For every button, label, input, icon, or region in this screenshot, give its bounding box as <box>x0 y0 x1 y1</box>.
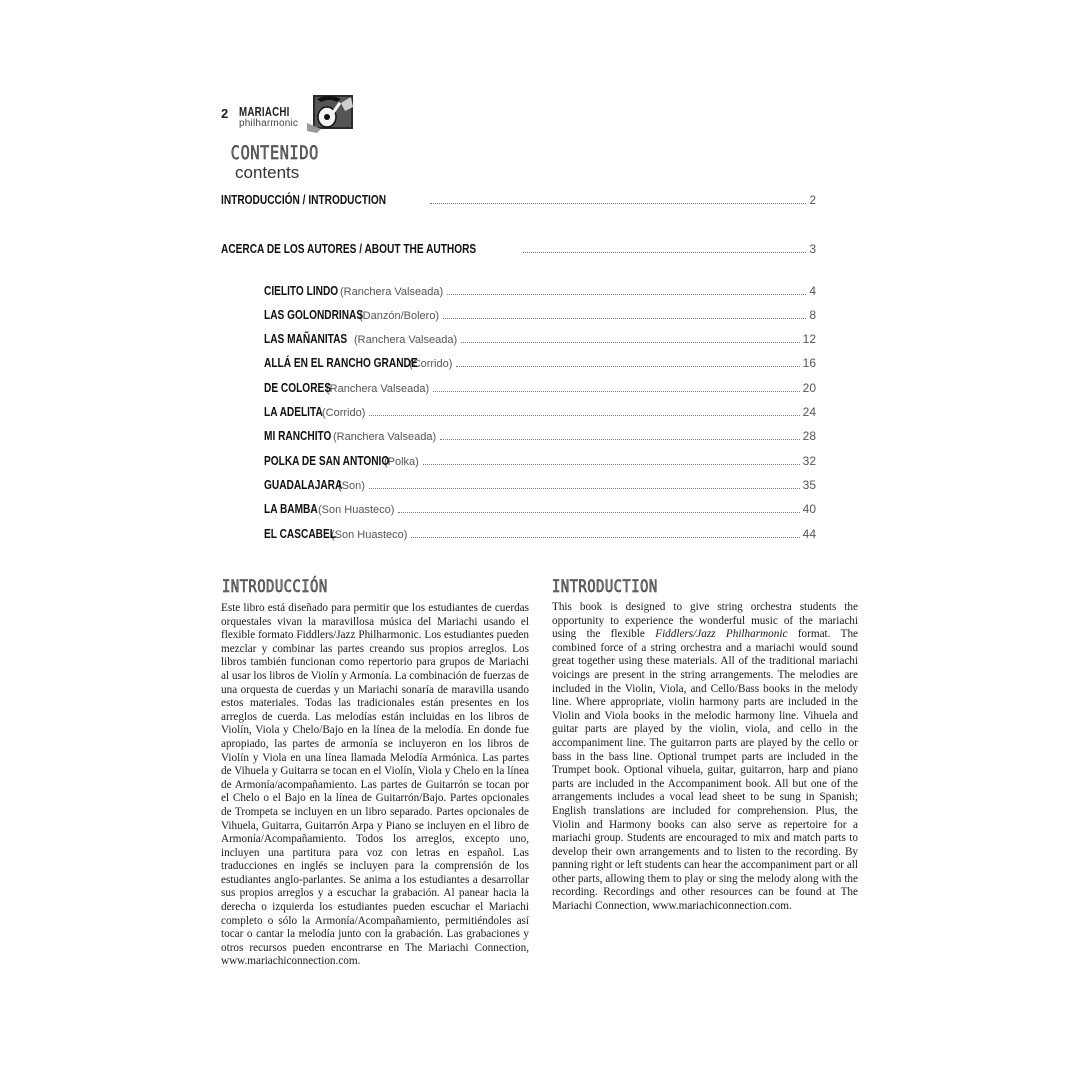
intro-en-body-part: This book is designed to give string orchestra students the opportunity to experience the wonderful music of the mariachi using the flexible <box>552 601 858 641</box>
toc-entry-page: 2 <box>809 193 816 207</box>
intro-en-body-part: format. The combined force of a string orchestra and a mariachi would sound great together using these materials. All of the traditional mariachi voicings are present in the string arrangements. The melodies are included in the Violin, Viola, and Cello/Bass books in the melody line. Where appropriate, violin harmony parts are included in the Violin and Viola books in the melodic harmony line. Vihuela and guitar parts are played by the violin, viola, and cello in the accompaniment line. The guitarron parts are played by the cello or bass in the bass line. Optional trumpet parts are included in the Trumpet book. Optional vihuela, guitar, guitarron, harp and piano parts are included in the Accompaniment book. All but one of the arrangements includes a vocal lead sheet to be sung in Spanish; English translations are included for comprehension. Plus, the Violin and Harmony books can also serve as repertoire for a mariachi group. Students are encouraged to mix and match parts to develop their own arrangements and to listen to the recording. By panning right or left students can hear the accompaniment part or all other parts, allowing them to play or sing the melody along with the recording. Recordings and other resources can be found at The Mariachi Connection, www.mariachiconnection.com. <box>552 628 859 913</box>
song-page: 24 <box>802 405 816 419</box>
toc-leader-dots <box>369 415 799 416</box>
song-genre: (Corrido) <box>409 358 453 370</box>
toc-song-entry <box>264 526 816 544</box>
song-title: ALLÁ EN EL RANCHO GRANDE <box>264 355 418 370</box>
toc-leader-dots <box>433 391 800 392</box>
brand-title: MARIACHI <box>239 104 290 119</box>
contents-subtitle: contents <box>235 163 300 182</box>
song-genre: (Ranchera Valseada) <box>354 334 458 346</box>
toc-leader-dots <box>398 512 799 513</box>
toc-leader-dots <box>440 439 800 440</box>
song-page: 32 <box>802 454 816 468</box>
toc-leader-dots <box>430 203 806 204</box>
toc-song-entry <box>264 355 816 373</box>
song-genre: (Son Huasteco) <box>318 504 395 516</box>
song-genre: (Corrido) <box>322 407 366 419</box>
song-genre: (Danzón/Bolero) <box>359 310 440 322</box>
song-page: 12 <box>802 332 816 346</box>
toc-entry-title: ACERCA DE LOS AUTORES / ABOUT THE AUTHORS <box>221 241 477 256</box>
song-title: LAS MAÑANITAS <box>264 331 348 346</box>
toc-entry-introduction <box>221 192 816 210</box>
toc-entry-page: 3 <box>809 242 816 256</box>
song-page: 28 <box>802 429 816 443</box>
page-number: 2 <box>221 106 229 121</box>
song-genre: (Polka) <box>384 456 419 468</box>
intro-es-body: Este libro está diseñado para permitir que los estudiantes de cuerdas orquestales vivan la maravillosa música del Mariachi usando el flexible formato Fiddlers/Jazz Philharmonic. Los estudiantes pueden mezclar y combinar las partes creando sus propios arreglos. Los libros también funcionan como repertorio para grupos de Mariachi al usar los libros de Violín y Armonía. La combinación de fuerzas de una orquesta de cuerdas y un Mariachi sonaría de maravilla usando estos materiales. Todas las tradicionales están presentes en los arreglos de cuerda. Las melodías están incluidas en los libros de Violín, Viola y Chelo/Bajo en la línea de la melodía. En donde fue apropiado, las partes de armonía se incluyeron en los libros de Violín y Viola en una línea llamada Melodía Armónica. Las partes de Vihuela y Guitarra se tocan en el Violín, Viola y Chelo en la línea de Armonía/acompañamiento. Las partes de Guitarrón se tocan por el Chelo o el Bajo en la línea de Guitarrón/Bajo. Partes opcionales de Trompeta se incluyen en un libro separado. Partes opcionales de Vihuela, Guitarra, Guitarrón Arpa y Piano se incluyen en el libro de Armonía/Acompañamiento. Todos los arreglos, excepto uno, incluyen una partitura para voz con letras en español. Las traducciones en inglés se incluyen para la comprensión de los estudiantes anglo-parlantes. Se anima a los estudiantes a desarrollar sus propios arreglos y a escuchar la grabación. Al panear hacia la derecha o izquierda los estudiantes pueden escuchar el Mariachi completo o sólo la Armonía/Acompañamiento, permitiéndoles así tocar o cantar la melodía junto con la grabación. Las grabaciones y otros recursos pueden encontrarse en The Mariachi Connection, www.mariachiconnection.com. <box>221 602 529 968</box>
brand-subtitle: philharmonic <box>239 118 299 129</box>
song-title: POLKA DE SAN ANTONIO <box>264 453 390 468</box>
toc-entry-title: INTRODUCCIÓN / INTRODUCTION <box>221 192 387 207</box>
song-genre: (Son Huasteco) <box>331 529 408 541</box>
toc-song-entry <box>264 453 816 471</box>
song-page: 35 <box>802 478 816 492</box>
song-page: 44 <box>802 527 816 541</box>
song-page: 20 <box>802 381 816 395</box>
contents-title: CONTENIDO <box>230 142 319 164</box>
toc-song-entry <box>264 428 816 446</box>
toc-song-entry <box>264 477 816 495</box>
song-page: 8 <box>809 308 816 322</box>
song-genre: (Ranchera Valseada) <box>340 286 444 298</box>
song-title: CIELITO LINDO <box>264 283 339 298</box>
toc-song-entry <box>264 307 816 325</box>
toc-leader-dots <box>443 318 806 319</box>
song-genre: (Son) <box>338 480 365 492</box>
song-genre: (Ranchera Valseada) <box>326 383 430 395</box>
song-title: MI RANCHITO <box>264 428 332 443</box>
toc-leader-dots <box>369 488 800 489</box>
toc-entry-authors <box>221 241 816 259</box>
song-page: 40 <box>802 502 816 516</box>
song-title: LA ADELITA <box>264 404 323 419</box>
intro-en-body <box>552 601 858 914</box>
toc-leader-dots <box>456 366 799 367</box>
song-title: DE COLORES <box>264 380 332 395</box>
toc-song-entry <box>264 380 816 398</box>
toc-leader-dots <box>461 342 800 343</box>
mariachi-logo-icon <box>307 93 355 133</box>
intro-en-body-italic: Fiddlers/Jazz Philharmonic <box>655 628 788 641</box>
toc-leader-dots <box>523 252 806 253</box>
song-title: GUADALAJARA <box>264 477 343 492</box>
song-page: 16 <box>802 356 816 370</box>
toc-song-entry <box>264 501 816 519</box>
toc-song-entry <box>264 404 816 422</box>
song-title: EL CASCABEL <box>264 526 336 541</box>
toc-song-entry <box>264 331 816 349</box>
song-title: LAS GOLONDRINAS <box>264 307 364 322</box>
toc-leader-dots <box>447 294 806 295</box>
song-page: 4 <box>809 284 816 298</box>
intro-en-heading: INTRODUCTION <box>552 577 658 597</box>
intro-es-heading: INTRODUCCIÓN <box>222 577 328 597</box>
toc-song-entry <box>264 283 816 301</box>
toc-leader-dots <box>423 464 800 465</box>
song-title: LA BAMBA <box>264 501 318 516</box>
song-genre: (Ranchera Valseada) <box>333 431 437 443</box>
toc-leader-dots <box>411 537 799 538</box>
